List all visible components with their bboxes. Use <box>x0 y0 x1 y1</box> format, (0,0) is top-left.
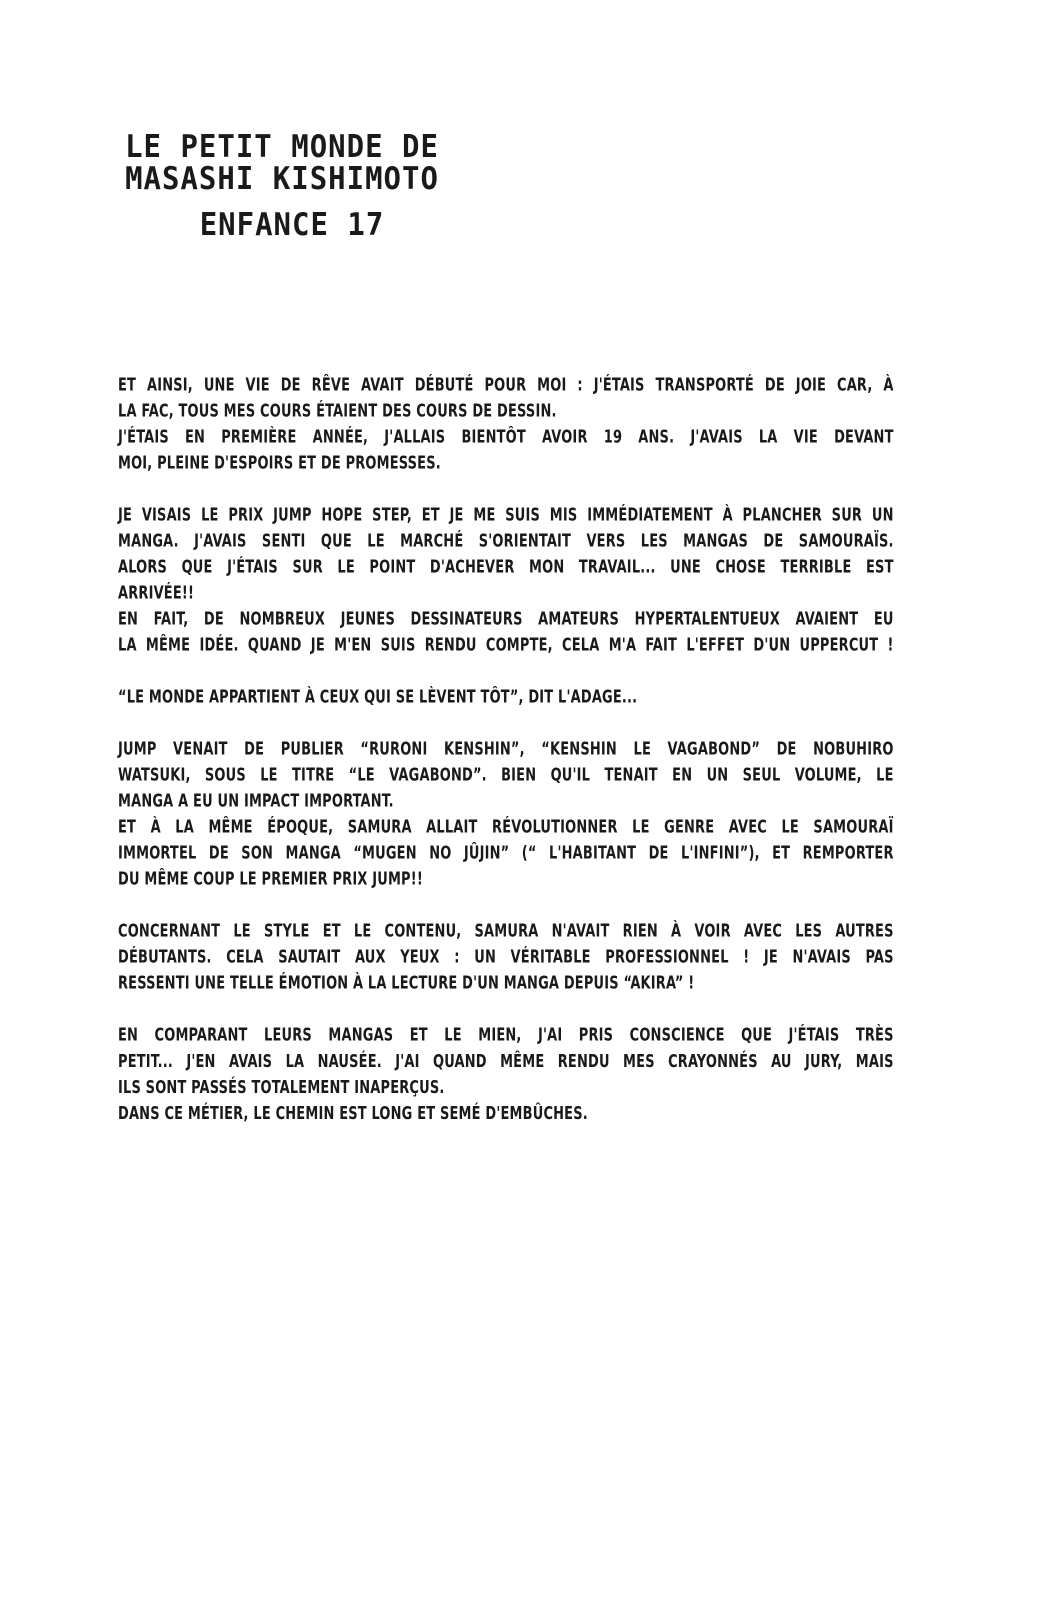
text-line: DU MÊME COUP LE PREMIER PRIX JUMP!! <box>118 868 423 890</box>
text-line: J'ÉTAIS EN PREMIÈRE ANNÉE, J'ALLAIS BIENTÔT AVOIR 19 ANS. J'AVAIS LA VIE DEVANT <box>118 426 894 448</box>
paragraph-2 <box>118 502 894 658</box>
text-line: LA FAC, TOUS MES COURS ÉTAIENT DES COURS DE DESSIN. <box>118 400 557 422</box>
paragraph-4 <box>118 736 894 892</box>
paragraph-5 <box>118 918 894 996</box>
text-line: MANGA. J'AVAIS SENTI QUE LE MARCHÉ S'ORIENTAIT VERS LES MANGAS DE SAMOURAÏS. <box>118 530 894 552</box>
paragraph-1 <box>118 372 894 476</box>
text-line: PETIT... J'EN AVAIS LA NAUSÉE. J'AI QUAND MÊME RENDU MES CRAYONNÉS AU JURY, MAIS <box>118 1050 894 1072</box>
text-line: ARRIVÉE!! <box>118 582 195 604</box>
text-line: IMMORTEL DE SON MANGA “MUGEN NO JÛJIN” (“ L'HABITANT DE L'INFINI”), ET REMPORTER <box>118 842 894 864</box>
text-line: CONCERNANT LE STYLE ET LE CONTENU, SAMURA N'AVAIT RIEN À VOIR AVEC LES AUTRES <box>118 920 894 942</box>
text-line: JE VISAIS LE PRIX JUMP HOPE STEP, ET JE ME SUIS MIS IMMÉDIATEMENT À PLANCHER SUR UN <box>118 504 894 526</box>
text-line: JUMP VENAIT DE PUBLIER “RURONI KENSHIN”, “KENSHIN LE VAGABOND” DE NOBUHIRO <box>118 738 894 760</box>
text-line: “LE MONDE APPARTIENT À CEUX QUI SE LÈVENT TÔT”, DIT L'ADAGE... <box>118 686 638 708</box>
text-line: EN FAIT, DE NOMBREUX JEUNES DESSINATEURS AMATEURS HYPERTALENTUEUX AVAIENT EU <box>118 608 894 630</box>
title-line-2: MASASHI KISHIMOTO <box>125 159 439 197</box>
title-line-1: LE PETIT MONDE DE <box>125 127 439 165</box>
text-line: RESSENTI UNE TELLE ÉMOTION À LA LECTURE D'UN MANGA DEPUIS “AKIRA” ! <box>118 972 695 994</box>
page-title-block <box>112 127 452 243</box>
paragraph-3 <box>118 684 894 710</box>
text-line: MOI, PLEINE D'ESPOIRS ET DE PROMESSES. <box>118 452 441 474</box>
text-line: DÉBUTANTS. CELA SAUTAIT AUX YEUX : UN VÉRITABLE PROFESSIONNEL ! JE N'AVAIS PAS <box>118 946 894 968</box>
text-line: DANS CE MÉTIER, LE CHEMIN EST LONG ET SEMÉ D'EMBÛCHES. <box>118 1102 588 1124</box>
text-line: ALORS QUE J'ÉTAIS SUR LE POINT D'ACHEVER MON TRAVAIL... UNE CHOSE TERRIBLE EST <box>118 556 894 578</box>
chapter-subtitle: ENFANCE 17 <box>199 205 385 243</box>
text-line: EN COMPARANT LEURS MANGAS ET LE MIEN, J'AI PRIS CONSCIENCE QUE J'ÉTAIS TRÈS <box>118 1024 894 1046</box>
body-text <box>118 372 894 1152</box>
text-line: MANGA A EU UN IMPACT IMPORTANT. <box>118 790 394 812</box>
text-line: ILS SONT PASSÉS TOTALEMENT INAPERÇUS. <box>118 1076 445 1098</box>
text-line: ET À LA MÊME ÉPOQUE, SAMURA ALLAIT RÉVOLUTIONNER LE GENRE AVEC LE SAMOURAÏ <box>118 816 894 838</box>
text-line: ET AINSI, UNE VIE DE RÊVE AVAIT DÉBUTÉ POUR MOI : J'ÉTAIS TRANSPORTÉ DE JOIE CAR, À <box>118 374 894 396</box>
text-line: WATSUKI, SOUS LE TITRE “LE VAGABOND”. BIEN QU'IL TENAIT EN UN SEUL VOLUME, LE <box>118 764 894 786</box>
paragraph-6 <box>118 1022 894 1126</box>
text-line: LA MÊME IDÉE. QUAND JE M'EN SUIS RENDU COMPTE, CELA M'A FAIT L'EFFET D'UN UPPERCUT ! <box>118 634 894 656</box>
